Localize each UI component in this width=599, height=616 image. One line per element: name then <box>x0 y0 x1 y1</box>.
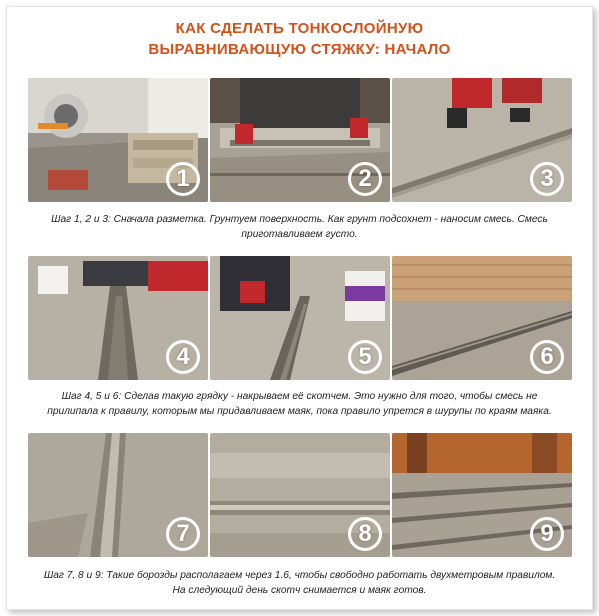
step-7-photo <box>28 433 208 557</box>
caption-row-1 <box>14 212 585 242</box>
step-1-photo <box>28 78 208 202</box>
step-number-badge: 5 <box>348 340 382 374</box>
step-number-badge: 9 <box>530 517 564 551</box>
step-2-photo <box>210 78 390 202</box>
caption-row-1-line-1: Шаг 1, 2 и 3: Сначала разметка. Грунтуем поверхность. Как грунт подсохнет - наносим смесь. Смесь <box>51 214 548 225</box>
step-number-badge: 1 <box>166 162 200 196</box>
step-number-badge: 2 <box>348 162 382 196</box>
title-line-1: КАК СДЕЛАТЬ ТОНКОСЛОЙНУЮ <box>175 20 424 37</box>
page-title <box>0 18 599 60</box>
step-5-photo <box>210 256 390 380</box>
step-number-badge: 3 <box>530 162 564 196</box>
step-number-badge: 7 <box>166 517 200 551</box>
step-4-photo <box>28 256 208 380</box>
step-6-photo <box>392 256 572 380</box>
caption-row-2-line-2: прилипала к правилу, которым мы придавливаем маяк, пока правило упрется в шурупы по краям маяка. <box>47 406 552 417</box>
caption-row-3-line-2: На следующий день скотч снимается и маяк готов. <box>172 585 427 596</box>
step-9-photo <box>392 433 572 557</box>
caption-row-3-line-1: Шаг 7, 8 и 9: Такие борозды располагаем через 1.6, чтобы свободно работать двухметровым правилом. <box>43 570 556 581</box>
caption-row-2 <box>14 389 585 419</box>
caption-row-2-line-1: Шаг 4, 5 и 6: Сделав такую грядку - накрываем её скотчем. Это нужно для того, чтобы смесь не <box>61 391 538 402</box>
step-number-badge: 6 <box>530 340 564 374</box>
caption-row-3 <box>14 568 585 598</box>
step-3-photo <box>392 78 572 202</box>
title-line-2: ВЫРАВНИВАЮЩУЮ СТЯЖКУ: НАЧАЛО <box>148 41 451 58</box>
caption-row-1-line-2: приготавливаем густо. <box>241 229 358 240</box>
step-8-photo <box>210 433 390 557</box>
step-number-badge: 4 <box>166 340 200 374</box>
step-number-badge: 8 <box>348 517 382 551</box>
